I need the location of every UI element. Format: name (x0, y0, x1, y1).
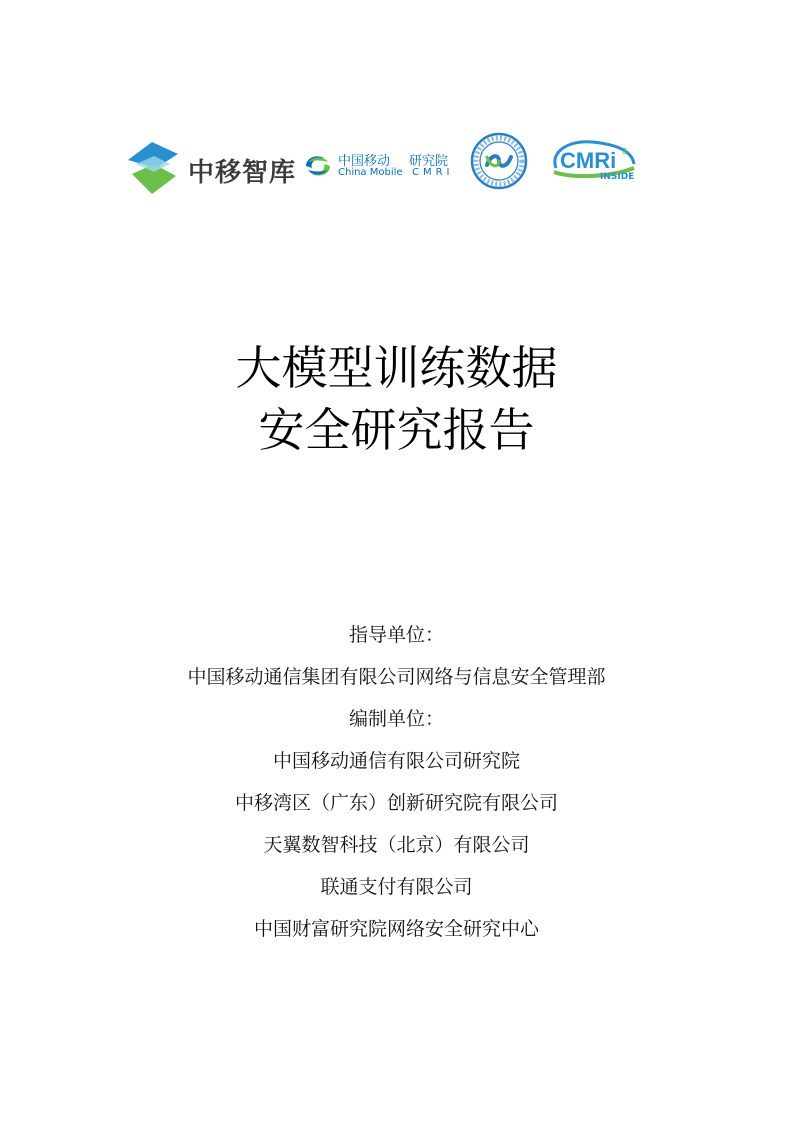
zhongyi-zhiku-mark-icon (126, 138, 182, 196)
seal-icon (470, 132, 528, 190)
zhongyi-zhiku-logo (126, 138, 306, 196)
institute-cn: 研究院 (409, 154, 449, 169)
compile-org: 中国财富研究院网络安全研究中心 (253, 918, 539, 940)
china-mobile-swirl-icon (302, 150, 334, 182)
report-title-line-2: 安全研究报告 (258, 403, 535, 457)
cmri3-inside-text: INSIDE (600, 172, 635, 182)
china-mobile-cmri-logo (302, 146, 462, 186)
guidance-org: 中国移动通信集团有限公司网络与信息安全管理部 (187, 666, 606, 688)
logo-bar (0, 128, 793, 198)
report-title-line-1: 大模型训练数据 (235, 341, 558, 395)
guidance-label: 指导单位： (348, 624, 444, 646)
compile-org: 中移湾区（广东）创新研究院有限公司 (234, 792, 558, 814)
svg-text:3: 3 (622, 146, 628, 156)
china-mobile-cn: 中国移动 (338, 154, 391, 169)
svg-text:CMRi: CMRi (560, 148, 617, 173)
compile-org: 中国移动通信有限公司研究院 (272, 750, 520, 772)
china-mobile-en: China Mobile (338, 167, 403, 178)
zhongyi-zhiku-text: 中移智库 (188, 158, 297, 188)
compile-label: 编制单位： (348, 708, 444, 730)
compile-org: 天翼数智科技（北京）有限公司 (263, 834, 530, 856)
compile-org: 联通支付有限公司 (320, 876, 473, 898)
circular-seal-logo (470, 132, 528, 190)
institute-en: CMRI (412, 167, 454, 178)
cmri3-inside-logo (548, 138, 640, 190)
